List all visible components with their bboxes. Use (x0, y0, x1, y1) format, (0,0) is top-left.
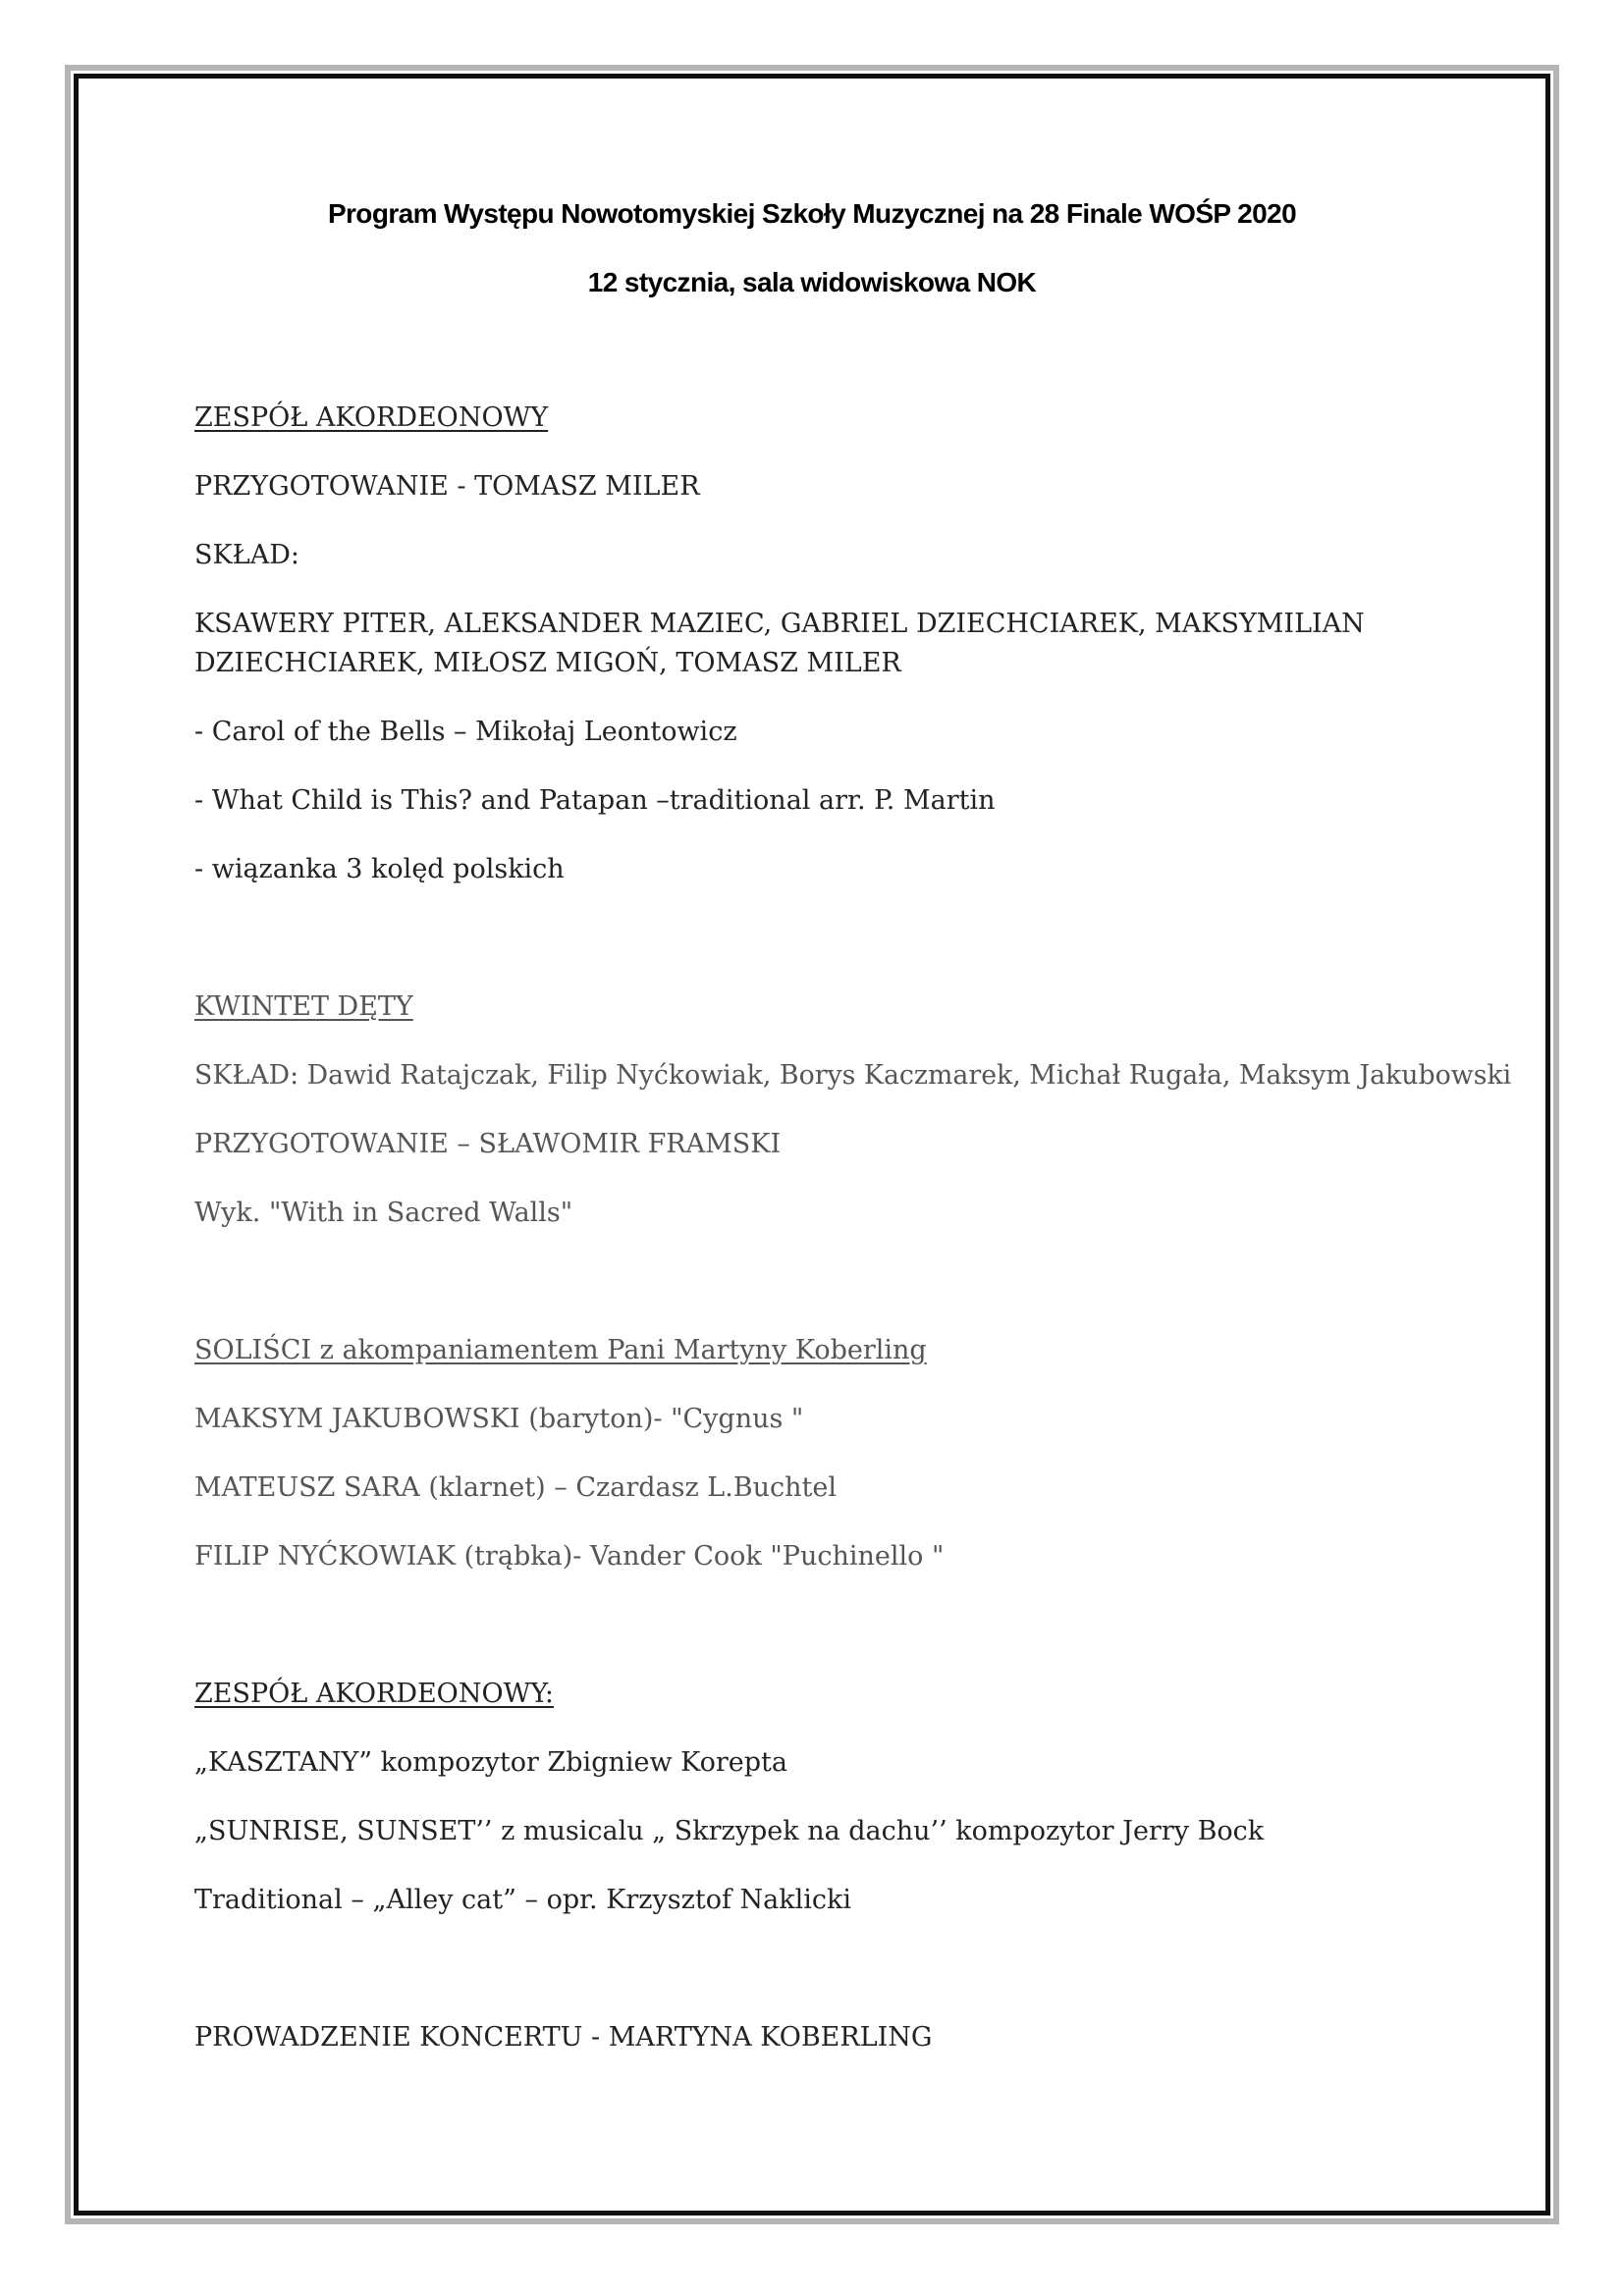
soloist-item: MATEUSZ SARA (klarnet) – Czardasz L.Buchtel (194, 1472, 837, 1503)
accordion-members-line-2: DZIECHCIAREK, MIŁOSZ MIGOŃ, TOMASZ MILER (194, 648, 901, 678)
quintet-piece: Wyk. "With in Sacred Walls" (194, 1198, 573, 1228)
accordion-members-label: SKŁAD: (194, 540, 299, 570)
accordion-2-item: Traditional – „Alley cat” – opr. Krzysztof Naklicki (194, 1885, 852, 1915)
accordion-2-item: „SUNRISE, SUNSET’’ z musicalu „ Skrzypek na dachu’’ kompozytor Jerry Bock (194, 1816, 1265, 1846)
section-heading-accordion-ensemble: ZESPÓŁ AKORDEONOWY (194, 402, 549, 433)
concert-host: PROWADZENIE KONCERTU - MARTYNA KOBERLING (194, 2022, 933, 2053)
accordion-piece: - wiązanka 3 kolęd polskich (194, 854, 565, 884)
section-heading-soloists: SOLIŚCI z akompaniamentem Pani Martyny Koberling (194, 1335, 927, 1365)
quintet-prep: PRZYGOTOWANIE – SŁAWOMIR FRAMSKI (194, 1129, 782, 1159)
section-heading-wind-quintet: KWINTET DĘTY (194, 991, 413, 1022)
accordion-piece: - What Child is This? and Patapan –traditional arr. P. Martin (194, 785, 996, 816)
soloist-item: FILIP NYĆKOWIAK (trąbka)- Vander Cook "Puchinello " (194, 1541, 945, 1572)
accordion-members-line-1: KSAWERY PITER, ALEKSANDER MAZIEC, GABRIEL DZIECHCIAREK, MAKSYMILIAN (194, 609, 1365, 639)
section-heading-accordion-ensemble-2: ZESPÓŁ AKORDEONOWY: (194, 1679, 554, 1709)
accordion-2-item: „KASZTANY” kompozytor Zbigniew Korepta (194, 1747, 787, 1778)
accordion-prep: PRZYGOTOWANIE - TOMASZ MILER (194, 471, 700, 502)
document-title: Program Występu Nowotomyskiej Szkoły Muzycznej na 28 Finale WOŚP 2020 (327, 198, 1297, 229)
document-subtitle: 12 stycznia, sala widowiskowa NOK (587, 267, 1037, 297)
quintet-members: SKŁAD: Dawid Ratajczak, Filip Nyćkowiak, Borys Kaczmarek, Michał Rugała, Maksym Jakubowski (194, 1060, 1512, 1091)
accordion-piece: - Carol of the Bells – Mikołaj Leontowicz (194, 717, 737, 747)
soloist-item: MAKSYM JAKUBOWSKI (baryton)- "Cygnus " (194, 1404, 804, 1434)
